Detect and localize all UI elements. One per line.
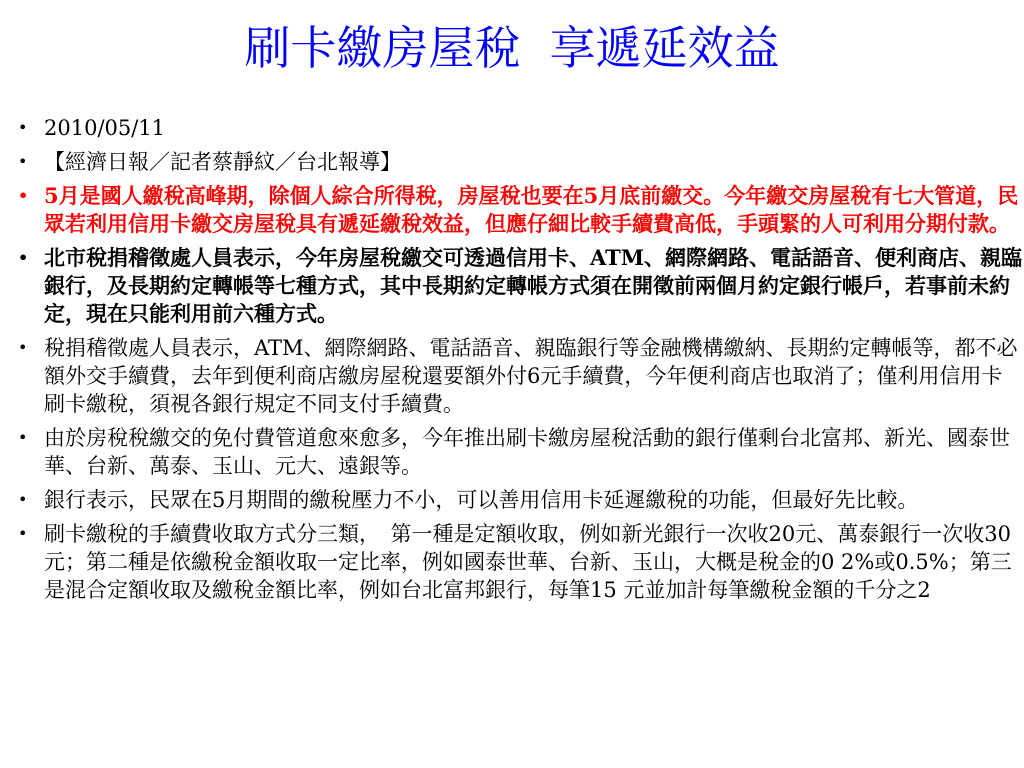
bullet-list xyxy=(18,114,1022,610)
bullet-text: 由於房稅稅繳交的免付費管道愈來愈多，今年推出刷卡繳房屋稅活動的銀行僅剩台北富邦、新光、國泰世華、台新、萬泰、玉山、元大、遠銀等。 xyxy=(44,426,1010,478)
slide-title: 刷卡繳房屋稅 享遞延效益 xyxy=(244,21,780,75)
bullet-text: 5月是國人繳稅高峰期，除個人綜合所得稅，房屋稅也要在5月底前繳交。今年繳交房屋稅有七大管道，民眾若利用信用卡繳交房屋稅具有遞延繳稅效益，但應仔細比較手續費高低，手頭緊的人可利用分期付款。 xyxy=(44,183,1019,236)
bullet-dot-icon: • xyxy=(18,490,28,509)
bullet-dot-icon: • xyxy=(18,186,29,205)
bullet-text: 稅捐稽徵處人員表示，ATM、網際網路、電話語音、親臨銀行等金融機構繳納、長期約定轉帳等，都不必額外交手續費，去年到便利商店繳房屋稅還要額外付6元手續費，今年便利商店也取消了；僅利用信用卡刷卡繳稅，須視各銀行規定不同支付手續費。 xyxy=(44,336,1018,416)
bullet-text: 銀行表示，民眾在5月期間的繳稅壓力不小，可以善用信用卡延遲繳稅的功能，但最好先比較。 xyxy=(44,488,919,512)
bullet-dot-icon: • xyxy=(18,338,28,357)
bullet-dot-icon: • xyxy=(18,118,28,137)
bullet-dot-icon: • xyxy=(18,152,28,171)
bullet-advice xyxy=(18,486,1022,514)
bullet-fees xyxy=(18,334,1022,418)
bullet-text: 【經濟日報／記者蔡靜紋／台北報導】 xyxy=(44,150,401,174)
bullet-text: 2010/05/11 xyxy=(44,116,166,140)
bullet-channels xyxy=(18,244,1022,328)
bullet-banks xyxy=(18,424,1022,480)
bullet-text: 刷卡繳稅的手續費收取方式分三類， 第一種是定額收取，例如新光銀行一次收20元、萬泰銀行一次收30元；第二種是依繳稅金額收取一定比率，例如國泰世華、台新、玉山，大概是稅金的0 2%或0.5%；第三是混合定額收取及繳稅金額比率，例如台北富邦銀行，每筆15 元並加計每筆繳稅金額的千分之2 xyxy=(44,522,1012,602)
bullet-highlight xyxy=(18,182,1022,238)
bullet-dot-icon: • xyxy=(18,248,29,267)
bullet-date xyxy=(18,114,1022,142)
bullet-dot-icon: • xyxy=(18,524,28,543)
bullet-fee-types xyxy=(18,520,1022,604)
bullet-text: 北市稅捐稽徵處人員表示，今年房屋稅繳交可透過信用卡、ATM、網際網路、電話語音、便利商店、親臨銀行，及長期約定轉帳等七種方式，其中長期約定轉帳方式須在開徵前兩個月約定銀行帳戶，若事前未約定，現在只能利用前六種方式。 xyxy=(44,245,1023,326)
bullet-dot-icon: • xyxy=(18,428,28,447)
bullet-source xyxy=(18,148,1022,176)
